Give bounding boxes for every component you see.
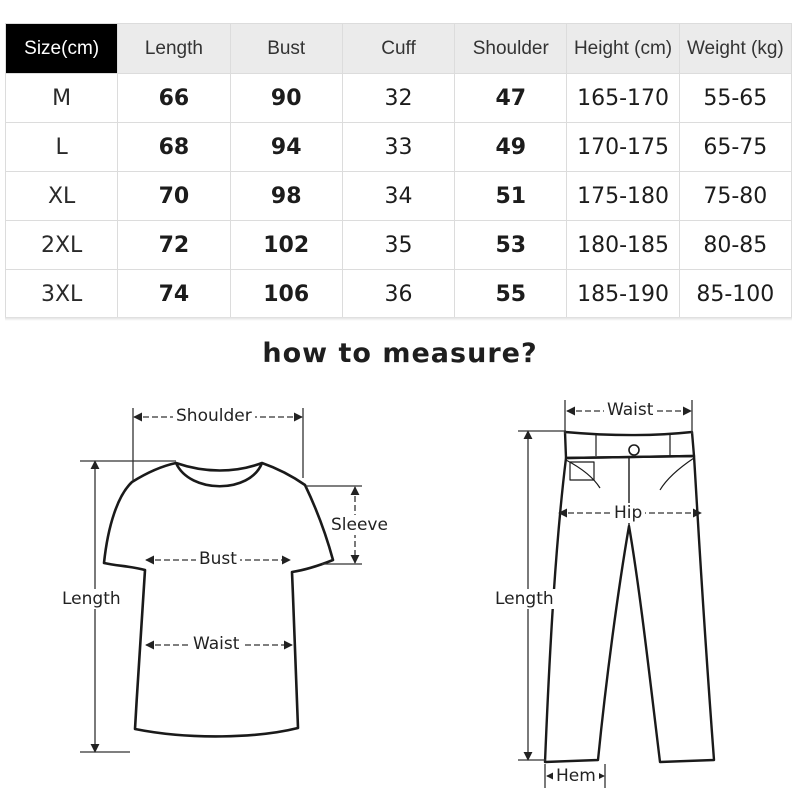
pants-length-label: Length [492, 589, 557, 609]
bust-cell: 98 [230, 172, 342, 221]
bust-label: Bust [196, 549, 240, 569]
header-height: Height (cm) [567, 24, 679, 74]
hem-label: Hem [553, 766, 599, 786]
bust-cell: 106 [230, 270, 342, 319]
length-cell: 74 [118, 270, 230, 319]
cuff-cell: 34 [342, 172, 454, 221]
weight-cell: 80-85 [679, 221, 791, 270]
shoulder-cell: 49 [455, 123, 567, 172]
height-cell: 180-185 [567, 221, 679, 270]
weight-cell: 55-65 [679, 74, 791, 123]
cuff-cell: 32 [342, 74, 454, 123]
shoulder-label: Shoulder [173, 406, 255, 426]
shoulder-cell: 55 [455, 270, 567, 319]
length-cell: 72 [118, 221, 230, 270]
cuff-cell: 36 [342, 270, 454, 319]
header-cuff: Cuff [342, 24, 454, 74]
size-cell: 3XL [6, 270, 118, 319]
height-cell: 185-190 [567, 270, 679, 319]
header-length: Length [118, 24, 230, 74]
bust-cell: 102 [230, 221, 342, 270]
shoulder-cell: 53 [455, 221, 567, 270]
size-cell: M [6, 74, 118, 123]
weight-cell: 75-80 [679, 172, 791, 221]
cuff-cell: 35 [342, 221, 454, 270]
height-cell: 175-180 [567, 172, 679, 221]
tshirt-measure-lines [80, 408, 362, 752]
cuff-cell: 33 [342, 123, 454, 172]
pants-waist-label: Waist [604, 400, 656, 420]
weight-cell: 65-75 [679, 123, 791, 172]
length-cell: 66 [118, 74, 230, 123]
bust-cell: 94 [230, 123, 342, 172]
bust-cell: 90 [230, 74, 342, 123]
size-cell: L [6, 123, 118, 172]
tshirt-outline [104, 463, 333, 736]
header-size: Size(cm) [6, 24, 118, 74]
header-weight: Weight (kg) [679, 24, 791, 74]
header-bust: Bust [230, 24, 342, 74]
pants-outline [545, 432, 714, 762]
size-cell: 2XL [6, 221, 118, 270]
shoulder-cell: 51 [455, 172, 567, 221]
measure-title: how to measure? [262, 338, 538, 369]
shoulder-cell: 47 [455, 74, 567, 123]
weight-cell: 85-100 [679, 270, 791, 319]
sleeve-label: Sleeve [328, 515, 391, 535]
height-cell: 165-170 [567, 74, 679, 123]
shirt-waist-label: Waist [190, 634, 242, 654]
length-cell: 70 [118, 172, 230, 221]
shirt-length-label: Length [59, 589, 124, 609]
height-cell: 170-175 [567, 123, 679, 172]
size-cell: XL [6, 172, 118, 221]
hip-label: Hip [611, 503, 645, 523]
header-shoulder: Shoulder [455, 24, 567, 74]
length-cell: 68 [118, 123, 230, 172]
